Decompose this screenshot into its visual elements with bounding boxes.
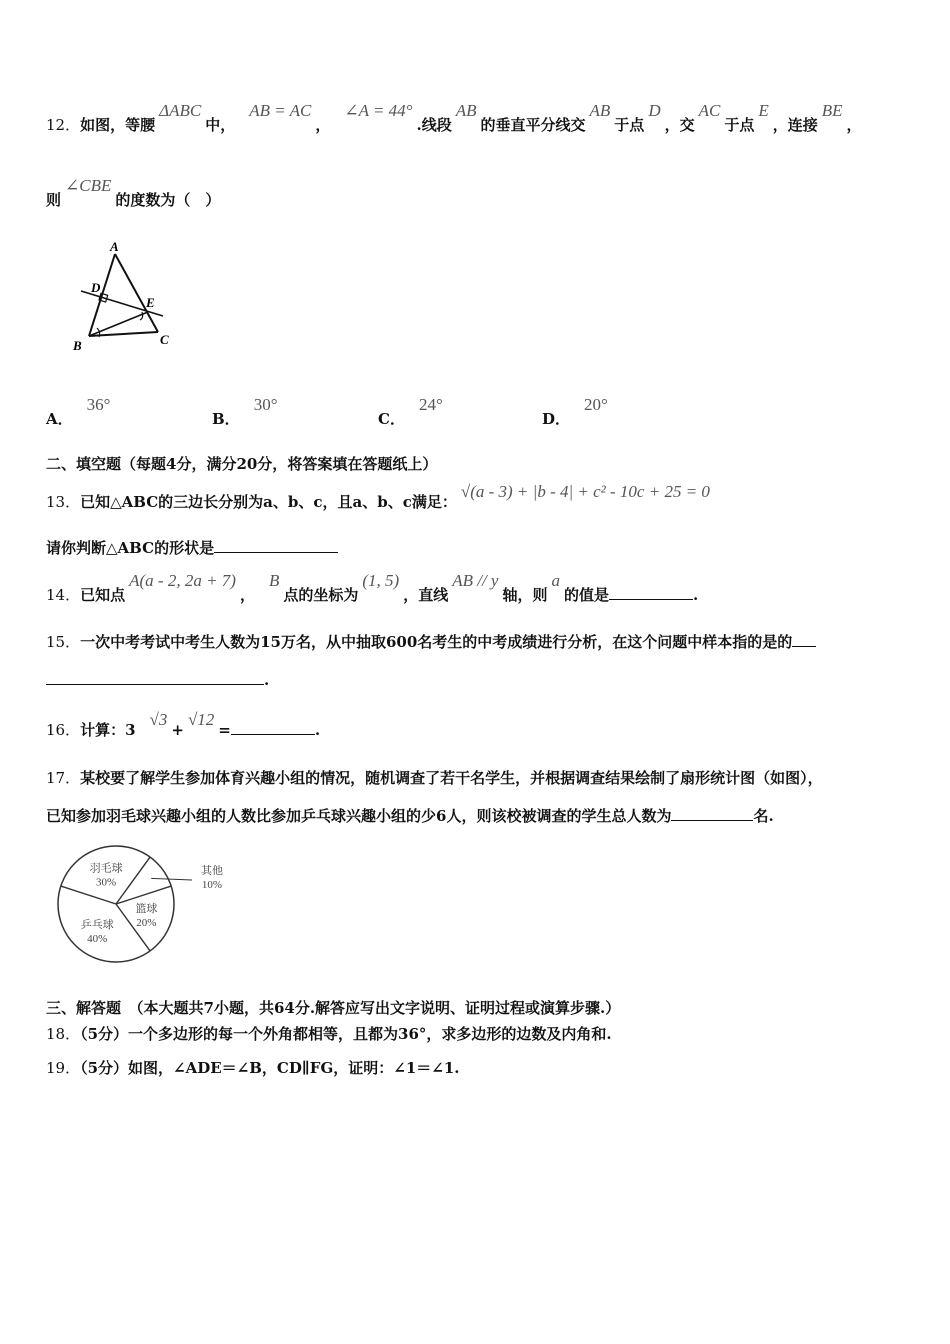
pie-leader-line: [151, 878, 192, 880]
pie-category-label: 其他: [201, 865, 223, 877]
q13-equation: √(a - 3) + |b - 4| + c² - 10c + 25 = 0: [460, 482, 710, 501]
q12-line2: 则∠CBE的度数为（ ）: [46, 176, 221, 209]
q16-answer-blank[interactable]: [231, 720, 315, 735]
pie-percent-label: 40%: [87, 932, 108, 945]
pie-percent-label: 30%: [96, 876, 117, 889]
pie-slice-boundary-2: [116, 886, 171, 904]
q13-line2: 请你判断△ABC的形状是: [46, 538, 338, 558]
pie-percent-label: 10%: [201, 879, 223, 891]
q17-answer-blank[interactable]: [671, 806, 753, 821]
option-b[interactable]: B．30°: [212, 395, 278, 428]
triangle-figure: [66, 236, 196, 356]
section-2-heading: 二、填空题（每题4分，满分20分，将答案填在答题纸上）: [46, 455, 438, 473]
label-e: E: [146, 295, 155, 310]
q14-line: 14．已知点A(a - 2, 2a + 7)，B点的坐标为(1, 5)，直线AB // y轴，则a的值是 .: [46, 571, 699, 604]
q16-line: 16．计算：3√3+√12= .: [46, 710, 321, 739]
pie-category-label: 羽毛球: [89, 862, 123, 875]
q13-answer-blank[interactable]: [214, 538, 338, 553]
q12-math-equal: AB = AC: [249, 101, 312, 120]
q15-line1: 15．一次中考考试中考生人数为15万名，从中抽取600名考生的中考成绩进行分析，在这个问题中样本指的是的: [46, 632, 816, 652]
q18-line: 18．（5分）一个多边形的每一个外角都相等，且都为36°，求多边形的边数及内角和.: [46, 1025, 612, 1043]
option-a[interactable]: A．36°: [46, 395, 111, 428]
q17-line1: 17．某校要了解学生参加体育兴趣小组的情况，随机调查了若干名学生，并根据调查结果绘制了扇形统计图（如图），: [46, 769, 823, 787]
label-b: B: [73, 338, 82, 353]
q12-math-angle: ∠A = 44°: [344, 101, 413, 120]
option-d[interactable]: D．20°: [542, 395, 608, 428]
pie-chart: [50, 840, 240, 970]
side-ac: [115, 254, 158, 332]
label-a: A: [110, 239, 119, 254]
angle-mark-e: [140, 312, 143, 320]
pie-category-label: 篮球: [135, 902, 158, 915]
q12-math-cbe: ∠CBE: [65, 176, 112, 195]
q12-line1: 12．如图，等腰ΔABC中，AB = AC，∠A = 44°.线段AB的垂直平分线交AB于点D，交AC于点E，连接BE，: [46, 101, 862, 134]
option-c[interactable]: C．24°: [378, 395, 443, 428]
section-3-heading: 三、解答题 （本大题共7小题，共64分.解答应写出文字说明、证明过程或演算步骤.）: [46, 999, 621, 1017]
q14-answer-blank[interactable]: [609, 585, 693, 600]
q19-line: 19．（5分）如图，∠ADE＝∠B，CD∥FG，证明：∠1＝∠1.: [46, 1059, 460, 1077]
q15-line2: .: [46, 670, 269, 690]
label-d: D: [91, 280, 101, 295]
q12-number: 12．: [46, 116, 81, 134]
pie-percent-label: 20%: [136, 916, 157, 929]
q12-math-triangle: ΔABC: [159, 101, 202, 120]
q13-line1: 13．已知△ABC的三边长分别为a、b、c，且a、b、c满足：√(a - 3) + |b - 4| + c² - 10c + 25 = 0: [46, 482, 710, 511]
pie-slice-boundary-0: [61, 886, 116, 904]
q15-answer-blank[interactable]: [46, 670, 264, 685]
pie-category-label: 乒乓球: [80, 918, 114, 931]
q17-line2: 已知参加羽毛球兴趣小组的人数比参加乒乓球兴趣小组的少6人，则该校被调查的学生总人数为 名.: [46, 807, 774, 825]
label-c: C: [160, 332, 169, 347]
